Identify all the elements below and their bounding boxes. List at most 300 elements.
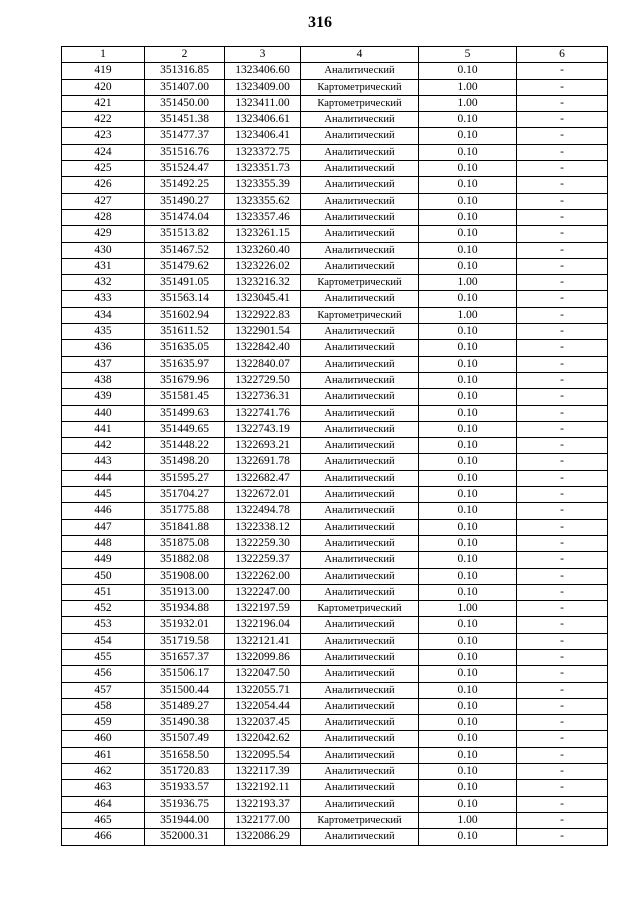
note-cell: - <box>517 519 608 535</box>
point-number-cell: 444 <box>62 470 145 486</box>
y-coordinate-cell: 1323260.40 <box>225 242 301 258</box>
y-coordinate-cell: 1323216.32 <box>225 275 301 291</box>
x-coordinate-cell: 351934.88 <box>145 601 225 617</box>
table-row <box>62 291 608 307</box>
header-cell-point-number: 1 <box>62 47 145 63</box>
y-coordinate-cell: 1322259.37 <box>225 552 301 568</box>
point-number-cell: 425 <box>62 161 145 177</box>
method-cell: Аналитический <box>301 731 419 747</box>
table-row <box>62 715 608 731</box>
x-coordinate-cell: 351451.38 <box>145 112 225 128</box>
note-cell: - <box>517 307 608 323</box>
point-number-cell: 439 <box>62 389 145 405</box>
note-cell: - <box>517 372 608 388</box>
accuracy-cell: 0.10 <box>419 389 517 405</box>
y-coordinate-cell: 1322196.04 <box>225 617 301 633</box>
method-cell: Аналитический <box>301 389 419 405</box>
x-coordinate-cell: 351720.83 <box>145 764 225 780</box>
accuracy-cell: 0.10 <box>419 112 517 128</box>
point-number-cell: 454 <box>62 633 145 649</box>
method-cell: Аналитический <box>301 796 419 812</box>
note-cell: - <box>517 617 608 633</box>
x-coordinate-cell: 351407.00 <box>145 79 225 95</box>
x-coordinate-cell: 351450.00 <box>145 95 225 111</box>
method-cell: Аналитический <box>301 291 419 307</box>
note-cell: - <box>517 144 608 160</box>
table-row <box>62 503 608 519</box>
y-coordinate-cell: 1323261.15 <box>225 226 301 242</box>
accuracy-cell: 0.10 <box>419 372 517 388</box>
method-cell: Аналитический <box>301 682 419 698</box>
accuracy-cell: 0.10 <box>419 161 517 177</box>
accuracy-cell: 0.10 <box>419 193 517 209</box>
method-cell: Аналитический <box>301 698 419 714</box>
point-number-cell: 445 <box>62 487 145 503</box>
point-number-cell: 457 <box>62 682 145 698</box>
x-coordinate-cell: 351933.57 <box>145 780 225 796</box>
x-coordinate-cell: 351490.38 <box>145 715 225 731</box>
method-cell: Аналитический <box>301 780 419 796</box>
y-coordinate-cell: 1322121.41 <box>225 633 301 649</box>
note-cell: - <box>517 747 608 763</box>
method-cell: Аналитический <box>301 258 419 274</box>
note-cell: - <box>517 503 608 519</box>
table-row <box>62 519 608 535</box>
method-cell: Картометрический <box>301 601 419 617</box>
x-coordinate-cell: 351500.44 <box>145 682 225 698</box>
y-coordinate-cell: 1322693.21 <box>225 438 301 454</box>
accuracy-cell: 0.10 <box>419 649 517 665</box>
y-coordinate-cell: 1322047.50 <box>225 666 301 682</box>
method-cell: Аналитический <box>301 519 419 535</box>
note-cell: - <box>517 79 608 95</box>
method-cell: Аналитический <box>301 829 419 845</box>
point-number-cell: 423 <box>62 128 145 144</box>
point-number-cell: 450 <box>62 568 145 584</box>
point-number-cell: 448 <box>62 535 145 551</box>
point-number-cell: 459 <box>62 715 145 731</box>
point-number-cell: 421 <box>62 95 145 111</box>
table-row <box>62 829 608 845</box>
y-coordinate-cell: 1322682.47 <box>225 470 301 486</box>
method-cell: Аналитический <box>301 503 419 519</box>
method-cell: Аналитический <box>301 144 419 160</box>
accuracy-cell: 0.10 <box>419 421 517 437</box>
table-row <box>62 112 608 128</box>
y-coordinate-cell: 1323406.60 <box>225 63 301 79</box>
method-cell: Аналитический <box>301 666 419 682</box>
x-coordinate-cell: 351882.08 <box>145 552 225 568</box>
point-number-cell: 431 <box>62 258 145 274</box>
page-number: 316 <box>308 14 332 31</box>
y-coordinate-cell: 1322840.07 <box>225 356 301 372</box>
method-cell: Аналитический <box>301 487 419 503</box>
accuracy-cell: 0.10 <box>419 258 517 274</box>
note-cell: - <box>517 454 608 470</box>
note-cell: - <box>517 829 608 845</box>
point-number-cell: 441 <box>62 421 145 437</box>
point-number-cell: 446 <box>62 503 145 519</box>
point-number-cell: 452 <box>62 601 145 617</box>
x-coordinate-cell: 351524.47 <box>145 161 225 177</box>
accuracy-cell: 0.10 <box>419 682 517 698</box>
note-cell: - <box>517 95 608 111</box>
table-row <box>62 340 608 356</box>
accuracy-cell: 0.10 <box>419 144 517 160</box>
accuracy-cell: 0.10 <box>419 242 517 258</box>
x-coordinate-cell: 351635.05 <box>145 340 225 356</box>
point-number-cell: 437 <box>62 356 145 372</box>
accuracy-cell: 0.10 <box>419 764 517 780</box>
method-cell: Аналитический <box>301 715 419 731</box>
table-row <box>62 487 608 503</box>
note-cell: - <box>517 258 608 274</box>
note-cell: - <box>517 209 608 225</box>
note-cell: - <box>517 356 608 372</box>
method-cell: Аналитический <box>301 372 419 388</box>
y-coordinate-cell: 1322037.45 <box>225 715 301 731</box>
x-coordinate-cell: 351719.58 <box>145 633 225 649</box>
header-cell-method: 4 <box>301 47 419 63</box>
point-number-cell: 461 <box>62 747 145 763</box>
method-cell: Аналитический <box>301 470 419 486</box>
point-number-cell: 428 <box>62 209 145 225</box>
note-cell: - <box>517 601 608 617</box>
accuracy-cell: 0.10 <box>419 128 517 144</box>
y-coordinate-cell: 1322054.44 <box>225 698 301 714</box>
x-coordinate-cell: 352000.31 <box>145 829 225 845</box>
table-row <box>62 144 608 160</box>
x-coordinate-cell: 351492.25 <box>145 177 225 193</box>
note-cell: - <box>517 682 608 698</box>
x-coordinate-cell: 351913.00 <box>145 584 225 600</box>
y-coordinate-cell: 1322055.71 <box>225 682 301 698</box>
accuracy-cell: 0.10 <box>419 552 517 568</box>
y-coordinate-cell: 1323357.46 <box>225 209 301 225</box>
table-row <box>62 161 608 177</box>
accuracy-cell: 0.10 <box>419 829 517 845</box>
header-cell-note: 6 <box>517 47 608 63</box>
method-cell: Картометрический <box>301 307 419 323</box>
table-row <box>62 193 608 209</box>
method-cell: Аналитический <box>301 633 419 649</box>
y-coordinate-cell: 1323411.00 <box>225 95 301 111</box>
method-cell: Аналитический <box>301 242 419 258</box>
x-coordinate-cell: 351602.94 <box>145 307 225 323</box>
y-coordinate-cell: 1322338.12 <box>225 519 301 535</box>
y-coordinate-cell: 1322193.37 <box>225 796 301 812</box>
note-cell: - <box>517 128 608 144</box>
accuracy-cell: 1.00 <box>419 275 517 291</box>
x-coordinate-cell: 351908.00 <box>145 568 225 584</box>
y-coordinate-cell: 1323409.00 <box>225 79 301 95</box>
method-cell: Аналитический <box>301 161 419 177</box>
point-number-cell: 442 <box>62 438 145 454</box>
point-number-cell: 419 <box>62 63 145 79</box>
note-cell: - <box>517 552 608 568</box>
x-coordinate-cell: 351581.45 <box>145 389 225 405</box>
y-coordinate-cell: 1322117.39 <box>225 764 301 780</box>
method-cell: Картометрический <box>301 812 419 828</box>
note-cell: - <box>517 666 608 682</box>
y-coordinate-cell: 1322042.62 <box>225 731 301 747</box>
note-cell: - <box>517 715 608 731</box>
note-cell: - <box>517 291 608 307</box>
table-row <box>62 764 608 780</box>
x-coordinate-cell: 351316.85 <box>145 63 225 79</box>
table-row <box>62 324 608 340</box>
y-coordinate-cell: 1323406.61 <box>225 112 301 128</box>
point-number-cell: 435 <box>62 324 145 340</box>
table-row <box>62 470 608 486</box>
method-cell: Аналитический <box>301 63 419 79</box>
accuracy-cell: 0.10 <box>419 177 517 193</box>
accuracy-cell: 0.10 <box>419 487 517 503</box>
table-row <box>62 552 608 568</box>
x-coordinate-cell: 351679.96 <box>145 372 225 388</box>
y-coordinate-cell: 1322741.76 <box>225 405 301 421</box>
accuracy-cell: 0.10 <box>419 226 517 242</box>
accuracy-cell: 0.10 <box>419 666 517 682</box>
point-number-cell: 440 <box>62 405 145 421</box>
x-coordinate-cell: 351498.20 <box>145 454 225 470</box>
y-coordinate-cell: 1322247.00 <box>225 584 301 600</box>
x-coordinate-cell: 351490.27 <box>145 193 225 209</box>
x-coordinate-cell: 351477.37 <box>145 128 225 144</box>
note-cell: - <box>517 470 608 486</box>
y-coordinate-cell: 1322192.11 <box>225 780 301 796</box>
point-number-cell: 424 <box>62 144 145 160</box>
accuracy-cell: 0.10 <box>419 340 517 356</box>
method-cell: Аналитический <box>301 438 419 454</box>
method-cell: Аналитический <box>301 324 419 340</box>
table-row <box>62 242 608 258</box>
point-number-cell: 466 <box>62 829 145 845</box>
table-row <box>62 226 608 242</box>
method-cell: Аналитический <box>301 128 419 144</box>
note-cell: - <box>517 421 608 437</box>
x-coordinate-cell: 351507.49 <box>145 731 225 747</box>
method-cell: Аналитический <box>301 535 419 551</box>
method-cell: Аналитический <box>301 568 419 584</box>
x-coordinate-cell: 351479.62 <box>145 258 225 274</box>
table-row <box>62 79 608 95</box>
header-cell-accuracy: 5 <box>419 47 517 63</box>
x-coordinate-cell: 351499.63 <box>145 405 225 421</box>
y-coordinate-cell: 1322197.59 <box>225 601 301 617</box>
accuracy-cell: 0.10 <box>419 356 517 372</box>
point-number-cell: 430 <box>62 242 145 258</box>
note-cell: - <box>517 389 608 405</box>
accuracy-cell: 0.10 <box>419 731 517 747</box>
table-row <box>62 812 608 828</box>
point-number-cell: 434 <box>62 307 145 323</box>
note-cell: - <box>517 633 608 649</box>
y-coordinate-cell: 1323355.62 <box>225 193 301 209</box>
y-coordinate-cell: 1322842.40 <box>225 340 301 356</box>
point-number-cell: 465 <box>62 812 145 828</box>
method-cell: Аналитический <box>301 112 419 128</box>
y-coordinate-cell: 1322494.78 <box>225 503 301 519</box>
point-number-cell: 456 <box>62 666 145 682</box>
note-cell: - <box>517 796 608 812</box>
x-coordinate-cell: 351658.50 <box>145 747 225 763</box>
point-number-cell: 433 <box>62 291 145 307</box>
point-number-cell: 422 <box>62 112 145 128</box>
accuracy-cell: 0.10 <box>419 633 517 649</box>
table-body <box>62 63 608 845</box>
point-number-cell: 449 <box>62 552 145 568</box>
x-coordinate-cell: 351506.17 <box>145 666 225 682</box>
accuracy-cell: 0.10 <box>419 324 517 340</box>
method-cell: Аналитический <box>301 617 419 633</box>
x-coordinate-cell: 351491.05 <box>145 275 225 291</box>
note-cell: - <box>517 405 608 421</box>
point-number-cell: 426 <box>62 177 145 193</box>
note-cell: - <box>517 242 608 258</box>
method-cell: Аналитический <box>301 193 419 209</box>
method-cell: Аналитический <box>301 747 419 763</box>
table-row <box>62 128 608 144</box>
table-row <box>62 535 608 551</box>
method-cell: Картометрический <box>301 79 419 95</box>
table-row <box>62 568 608 584</box>
method-cell: Аналитический <box>301 356 419 372</box>
header-cell-y: 3 <box>225 47 301 63</box>
point-number-cell: 463 <box>62 780 145 796</box>
x-coordinate-cell: 351875.08 <box>145 535 225 551</box>
point-number-cell: 436 <box>62 340 145 356</box>
table-row <box>62 356 608 372</box>
table-row <box>62 438 608 454</box>
point-number-cell: 453 <box>62 617 145 633</box>
y-coordinate-cell: 1322099.86 <box>225 649 301 665</box>
y-coordinate-cell: 1323406.41 <box>225 128 301 144</box>
note-cell: - <box>517 764 608 780</box>
x-coordinate-cell: 351449.65 <box>145 421 225 437</box>
y-coordinate-cell: 1322901.54 <box>225 324 301 340</box>
x-coordinate-cell: 351611.52 <box>145 324 225 340</box>
method-cell: Картометрический <box>301 95 419 111</box>
x-coordinate-cell: 351704.27 <box>145 487 225 503</box>
y-coordinate-cell: 1322922.83 <box>225 307 301 323</box>
x-coordinate-cell: 351516.76 <box>145 144 225 160</box>
note-cell: - <box>517 340 608 356</box>
accuracy-cell: 1.00 <box>419 812 517 828</box>
method-cell: Картометрический <box>301 275 419 291</box>
note-cell: - <box>517 112 608 128</box>
x-coordinate-cell: 351474.04 <box>145 209 225 225</box>
point-number-cell: 432 <box>62 275 145 291</box>
y-coordinate-cell: 1322262.00 <box>225 568 301 584</box>
y-coordinate-cell: 1323045.41 <box>225 291 301 307</box>
method-cell: Аналитический <box>301 454 419 470</box>
x-coordinate-cell: 351841.88 <box>145 519 225 535</box>
point-number-cell: 455 <box>62 649 145 665</box>
y-coordinate-cell: 1323351.73 <box>225 161 301 177</box>
accuracy-cell: 0.10 <box>419 454 517 470</box>
accuracy-cell: 0.10 <box>419 503 517 519</box>
method-cell: Аналитический <box>301 340 419 356</box>
y-coordinate-cell: 1322743.19 <box>225 421 301 437</box>
point-number-cell: 462 <box>62 764 145 780</box>
x-coordinate-cell: 351448.22 <box>145 438 225 454</box>
x-coordinate-cell: 351563.14 <box>145 291 225 307</box>
method-cell: Аналитический <box>301 226 419 242</box>
table-row <box>62 389 608 405</box>
coordinates-table <box>61 46 608 846</box>
point-number-cell: 447 <box>62 519 145 535</box>
header-row <box>62 47 608 63</box>
method-cell: Аналитический <box>301 584 419 600</box>
table-row <box>62 95 608 111</box>
table-row <box>62 633 608 649</box>
x-coordinate-cell: 351467.52 <box>145 242 225 258</box>
accuracy-cell: 0.10 <box>419 519 517 535</box>
table-row <box>62 307 608 323</box>
accuracy-cell: 0.10 <box>419 209 517 225</box>
accuracy-cell: 1.00 <box>419 79 517 95</box>
header-cell-x: 2 <box>145 47 225 63</box>
note-cell: - <box>517 812 608 828</box>
table-row <box>62 649 608 665</box>
note-cell: - <box>517 177 608 193</box>
note-cell: - <box>517 438 608 454</box>
table-row <box>62 177 608 193</box>
table-row <box>62 731 608 747</box>
accuracy-cell: 0.10 <box>419 438 517 454</box>
accuracy-cell: 0.10 <box>419 405 517 421</box>
table-row <box>62 454 608 470</box>
y-coordinate-cell: 1322086.29 <box>225 829 301 845</box>
table-row <box>62 63 608 79</box>
point-number-cell: 460 <box>62 731 145 747</box>
table-row <box>62 275 608 291</box>
point-number-cell: 427 <box>62 193 145 209</box>
y-coordinate-cell: 1323355.39 <box>225 177 301 193</box>
note-cell: - <box>517 780 608 796</box>
table-row <box>62 584 608 600</box>
note-cell: - <box>517 535 608 551</box>
table-row <box>62 780 608 796</box>
point-number-cell: 443 <box>62 454 145 470</box>
method-cell: Аналитический <box>301 405 419 421</box>
note-cell: - <box>517 161 608 177</box>
table-row <box>62 601 608 617</box>
accuracy-cell: 0.10 <box>419 796 517 812</box>
y-coordinate-cell: 1323372.75 <box>225 144 301 160</box>
accuracy-cell: 0.10 <box>419 584 517 600</box>
note-cell: - <box>517 193 608 209</box>
note-cell: - <box>517 226 608 242</box>
point-number-cell: 438 <box>62 372 145 388</box>
note-cell: - <box>517 649 608 665</box>
note-cell: - <box>517 324 608 340</box>
accuracy-cell: 0.10 <box>419 715 517 731</box>
y-coordinate-cell: 1322691.78 <box>225 454 301 470</box>
method-cell: Аналитический <box>301 421 419 437</box>
table-row <box>62 372 608 388</box>
note-cell: - <box>517 568 608 584</box>
y-coordinate-cell: 1322095.54 <box>225 747 301 763</box>
y-coordinate-cell: 1323226.02 <box>225 258 301 274</box>
y-coordinate-cell: 1322672.01 <box>225 487 301 503</box>
table-row <box>62 796 608 812</box>
x-coordinate-cell: 351775.88 <box>145 503 225 519</box>
accuracy-cell: 0.10 <box>419 568 517 584</box>
table-row <box>62 617 608 633</box>
x-coordinate-cell: 351635.97 <box>145 356 225 372</box>
